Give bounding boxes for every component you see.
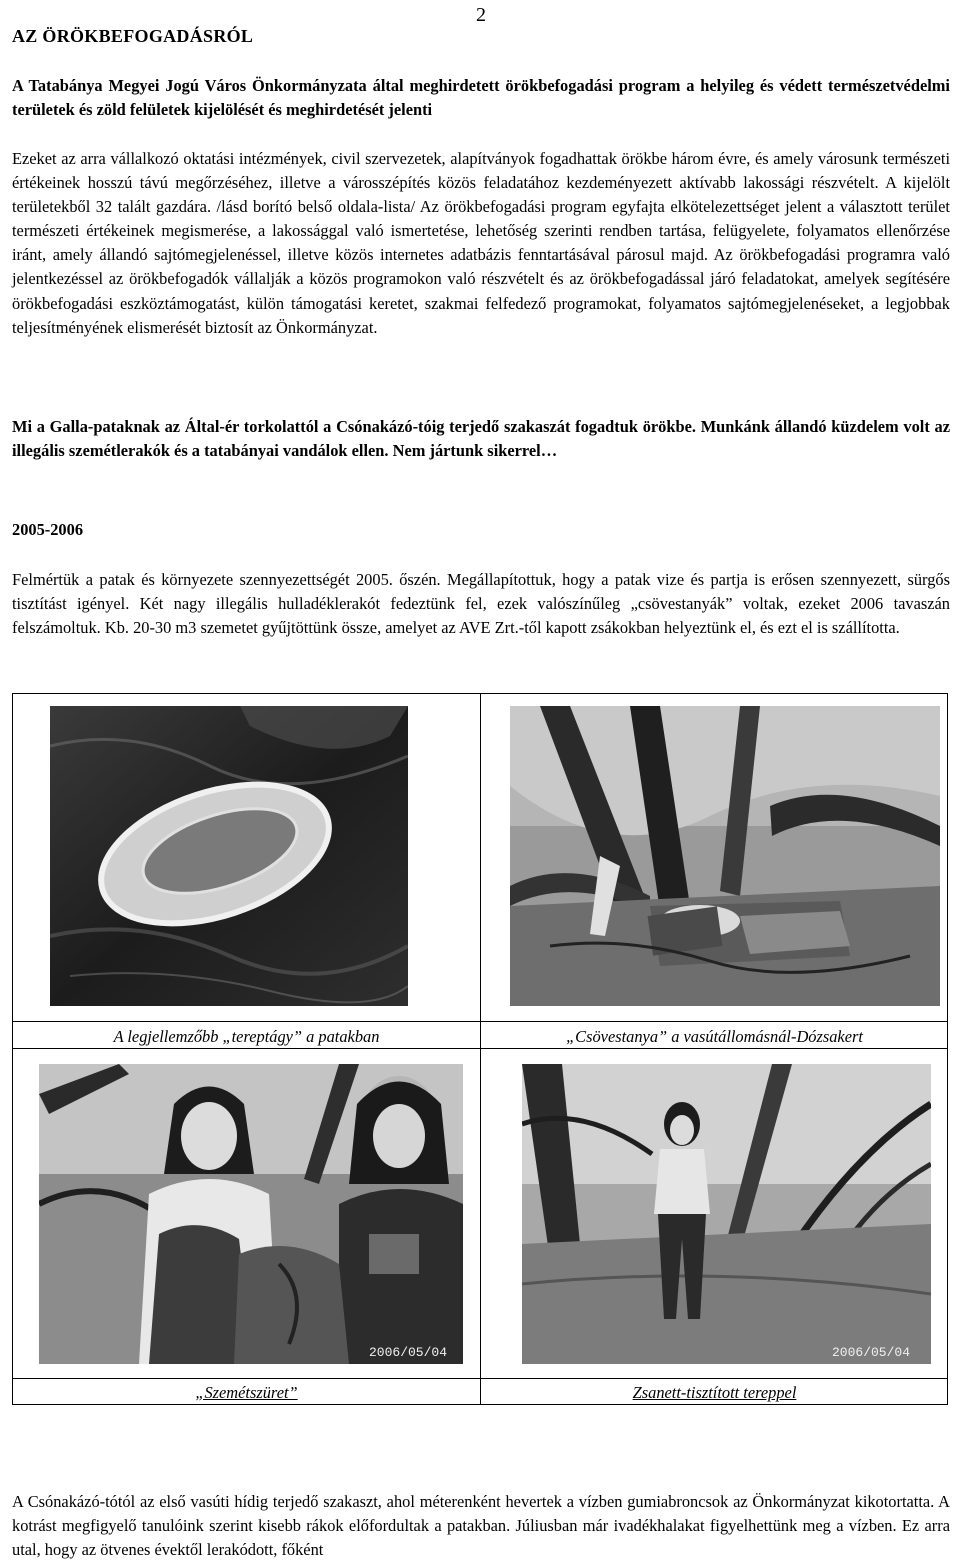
photo-table	[12, 693, 948, 1405]
photo-caption-1	[13, 1026, 480, 1048]
adoption-bold-paragraph: Mi a Galla-pataknak az Által-ér torkolattól a Csónakázó-tóig terjedő szakaszát fogadtuk örökbe. Munkánk állandó küzdelem volt az illegális szemétlerakók és a tatabányai vandálok ellen. Nem jártunk sikerrel…	[12, 417, 950, 461]
photo-caption-1-text: A legjellemzőbb „tereptágy” a patakban	[113, 1027, 380, 1046]
page-number: 2	[476, 4, 486, 26]
photo-students-collecting-trash	[39, 1064, 463, 1364]
photo-caption-2	[481, 1026, 948, 1048]
photo-caption-2-text: „Csövestanya” a vasútállomásnál-Dózsakert	[566, 1027, 863, 1046]
table-divider	[13, 1378, 947, 1379]
photo-girl-cleaned-terrain	[522, 1064, 931, 1364]
document-title: AZ ÖRÖKBEFOGADÁSRÓL	[12, 26, 254, 46]
table-divider	[13, 1048, 947, 1049]
closing-paragraph: A Csónakázó-tótól az első vasúti hídig terjedő szakaszt, ahol méterenként hevertek a vízben gumiabroncsok az Önkormányzat kikotortatta. A kotrást megfigyelő tanulóink szerint kisebb rákok előfordultak a patakban. Júliusban már ivadékhalakat figyelhettünk meg a vízben. Ez arra utal, hogy az ötvenes évektől lerakódott, főként	[12, 1492, 950, 1560]
table-divider-vertical	[480, 694, 481, 1404]
photo-date-stamp-2: 2006/05/04	[832, 1345, 911, 1360]
section-heading-2005-2006: 2005-2006	[12, 520, 84, 539]
intro-bold-paragraph: A Tatabánya Megyei Jogú Város Önkormányzata által meghirdetett örökbefogadási program a helyileg és védett természetvédelmi területek és zöld felületek kijelölését és meghirdetését jelenti	[12, 76, 950, 120]
photo-tire-in-stream	[50, 706, 408, 1006]
photo-date-stamp-1: 2006/05/04	[369, 1345, 448, 1360]
photo-caption-4-text: Zsanett-tisztított tereppel	[632, 1383, 797, 1402]
table-divider	[13, 1021, 947, 1022]
section-2005-paragraph: Felmértük a patak és környezete szennyezettségét 2005. őszén. Megállapítottuk, hogy a patak vize és partja is erősen szennyezett, sürgős tisztítást igényel. Két nagy illegális hulladéklerakót fedeztünk fel, ezek valószínűleg „csövestanyák” voltak, ezeket 2006 tavaszán felszámoltuk. Kb. 20-30 m3 szemetet gyűjtöttünk össze, amelyet az AVE Zrt.-től kapott zsákokban helyeztünk el, és ezt el is szállította.	[12, 570, 950, 638]
photo-trash-camp	[510, 706, 940, 1006]
photo-caption-3-text: „Szemétszüret”	[195, 1383, 298, 1402]
intro-paragraph: Ezeket az arra vállalkozó oktatási intézmények, civil szervezetek, alapítványok fogadhattak örökbe három évre, és amely városunk természeti értékeinek hosszú távú megőrzéséhez, illetve a városszépítés közös feladatához kezdeményezett aktívabb lakossági részvételt. A kijelölt területekből 32 talált gazdára. /lásd borító belső oldala-lista/ Az örökbefogadási program egyfajta elkötelezettséget jelent a választott terület természeti értékeinek megismerése, a lakossággal való ismertetése, lehetőség szerinti rendben tartása, felügyelete, folyamatos ellenőrzése iránt, amely állandó sajtómegjelenéssel, illetve közös internetes adatbázis fenntartásával párosul majd. Az örökbefogadási programra való jelentkezéssel az örökbefogadók vállalják a közös programokon való részvételt és az örökbefogadással járó feladatokat, amelyek segítésére örökbefogadási eszköztámogatást, külön támogatási keretet, szakmai felfedező programokat, folyamatos sajtómegjelenéseket, a legjobbak teljesítményének elismerését biztosít az Önkormányzat.	[12, 149, 950, 337]
photo-caption-3	[13, 1382, 480, 1404]
photo-caption-4	[481, 1382, 948, 1404]
